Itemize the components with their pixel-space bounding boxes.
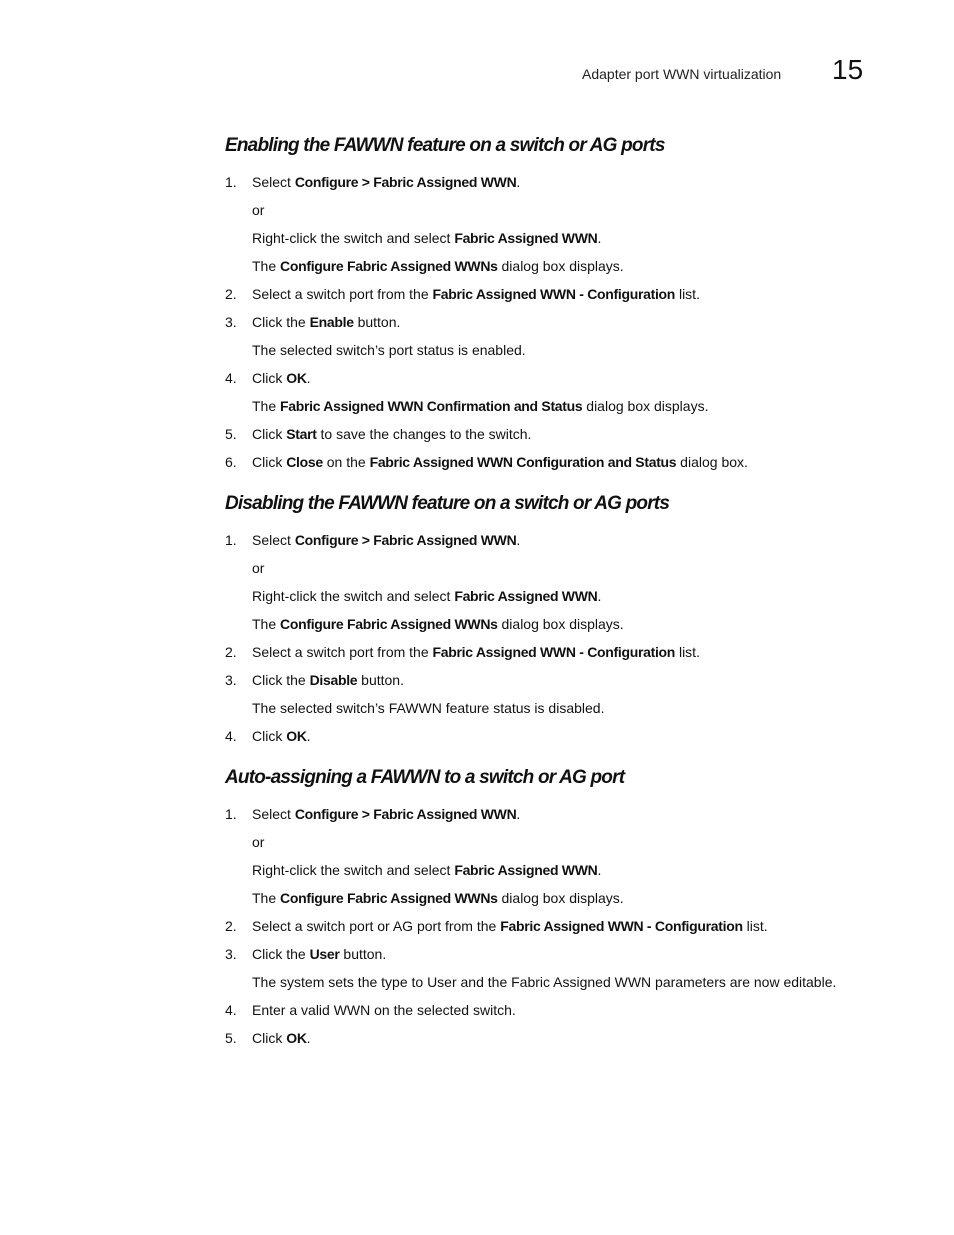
text-run: list. [742,918,768,934]
step-number: 5. [225,426,237,442]
ui-element-name: Fabric Assigned WWN [454,588,598,604]
text-run: . [306,370,311,386]
procedure-step [225,666,915,722]
step-text-line [252,582,915,610]
text-run: Select a switch port or AG port from the [252,918,501,934]
ui-element-name: Configure > Fabric Assigned WWN [294,806,517,822]
text-run: The selected switch’s port status is enabled. [252,342,526,358]
ui-element-name: Disable [309,672,358,688]
text-run: or [252,834,265,850]
text-run: Select a switch port from the [252,286,433,302]
step-number: 2. [225,286,237,302]
text-run: dialog box displays. [497,616,624,632]
step-text-line [252,196,915,224]
step-text-line [252,800,915,828]
procedure-step [225,420,915,448]
text-run: Select a switch port from the [252,644,433,660]
text-run: The [252,258,281,274]
text-run: Right-click the switch and select [252,862,455,878]
text-run: list. [675,286,700,302]
ui-element-name: Configure > Fabric Assigned WWN [294,532,517,548]
text-run: Click [252,426,287,442]
text-run: or [252,202,265,218]
step-text-line [252,280,915,308]
ui-element-name: Fabric Assigned WWN - Configuration [432,644,676,660]
text-run: Right-click the switch and select [252,230,455,246]
step-list [225,168,915,476]
procedure-step [225,722,915,750]
section-heading: Auto-assigning a FAWWN to a switch or AG port [225,767,625,788]
text-run: to save the changes to the switch. [316,426,532,442]
step-number: 2. [225,918,237,934]
step-text-line [252,448,915,476]
text-run: on the [322,454,370,470]
text-run: button. [357,672,404,688]
section-heading: Enabling the FAWWN feature on a switch or AG ports [225,135,665,156]
text-run: . [516,806,521,822]
ui-element-name: Fabric Assigned WWN [454,230,598,246]
procedure-step [225,526,915,638]
ui-element-name: Close [286,454,323,470]
step-text-line [252,554,915,582]
text-run: The [252,890,281,906]
step-number: 4. [225,1002,237,1018]
step-number: 3. [225,946,237,962]
text-run: . [516,174,521,190]
step-number: 3. [225,672,237,688]
procedure-step [225,1024,915,1052]
procedure-step [225,638,915,666]
step-text-line [252,912,915,940]
text-run: dialog box displays. [497,890,624,906]
ui-element-name: User [309,946,340,962]
procedure-step [225,996,915,1024]
running-header-title: Adapter port WWN virtualization [582,66,782,82]
text-run: . [306,728,311,744]
ui-element-name: Fabric Assigned WWN Configuration and Status [369,454,677,470]
procedure-step [225,912,915,940]
step-text-line [252,968,915,996]
text-run: . [306,1030,311,1046]
text-run: Click [252,1030,287,1046]
step-text-line [252,666,915,694]
step-number: 4. [225,370,237,386]
text-run: . [516,532,521,548]
text-run: Click [252,728,287,744]
ui-element-name: OK [286,728,307,744]
step-number: 3. [225,314,237,330]
text-run: list. [675,644,700,660]
text-run: . [597,588,602,604]
step-text-line [252,252,915,280]
step-number: 1. [225,806,237,822]
step-text-line [252,638,915,666]
step-text-line [252,694,915,722]
step-list [225,800,915,1052]
text-run: dialog box displays. [582,398,709,414]
text-run: or [252,560,265,576]
step-text-line [252,364,915,392]
step-text-line [252,224,915,252]
text-run: Select [252,806,295,822]
procedure-step [225,168,915,280]
text-run: Right-click the switch and select [252,588,455,604]
step-text-line [252,168,915,196]
ui-element-name: Fabric Assigned WWN - Configuration [432,286,676,302]
step-text-line [252,884,915,912]
ui-element-name: Configure Fabric Assigned WWNs [280,616,498,632]
step-text-line [252,856,915,884]
procedure-step [225,448,915,476]
ui-element-name: Configure Fabric Assigned WWNs [280,890,498,906]
ui-element-name: Enable [309,314,354,330]
text-run: Enter a valid WWN on the selected switch. [252,1002,516,1018]
step-number: 1. [225,174,237,190]
section-enabling-fawwn [225,134,915,476]
step-list [225,526,915,750]
text-run: Click the [252,314,310,330]
text-run: dialog box displays. [497,258,624,274]
text-run: The [252,616,281,632]
text-run: Click the [252,672,310,688]
text-run: Click [252,370,287,386]
text-run: The [252,398,281,414]
ui-element-name: Configure > Fabric Assigned WWN [294,174,517,190]
text-run: dialog box. [676,454,748,470]
section-auto-assigning-fawwn [225,766,915,1052]
text-run: Select [252,532,295,548]
step-number: 6. [225,454,237,470]
procedure-step [225,364,915,420]
ui-element-name: Fabric Assigned WWN Confirmation and Status [280,398,583,414]
procedure-step [225,280,915,308]
chapter-number: 15 [832,54,864,85]
step-number: 1. [225,532,237,548]
ui-element-name: Start [286,426,317,442]
ui-element-name: Configure Fabric Assigned WWNs [280,258,498,274]
step-text-line [252,1024,915,1052]
text-run: The system sets the type to User and the Fabric Assigned WWN parameters are now editable. [252,974,837,990]
step-number: 2. [225,644,237,660]
step-text-line [252,722,915,750]
step-text-line [252,526,915,554]
text-run: . [597,862,602,878]
ui-element-name: Fabric Assigned WWN [454,862,598,878]
procedure-step [225,308,915,364]
ui-element-name: OK [286,370,307,386]
step-text-line [252,420,915,448]
step-number: 4. [225,728,237,744]
text-run: The selected switch’s FAWWN feature status is disabled. [252,700,605,716]
step-text-line [252,996,915,1024]
step-text-line [252,308,915,336]
step-text-line [252,940,915,968]
step-number: 5. [225,1030,237,1046]
step-text-line [252,392,915,420]
procedure-step [225,940,915,996]
section-heading: Disabling the FAWWN feature on a switch or AG ports [225,493,670,514]
section-disabling-fawwn [225,492,915,750]
text-run: button. [339,946,387,962]
text-run: Click the [252,946,310,962]
text-run: Click [252,454,287,470]
text-run: Select [252,174,295,190]
text-run: . [597,230,602,246]
ui-element-name: OK [286,1030,307,1046]
ui-element-name: Fabric Assigned WWN - Configuration [500,918,743,934]
step-text-line [252,336,915,364]
step-text-line [252,610,915,638]
text-run: button. [353,314,401,330]
procedure-step [225,800,915,912]
step-text-line [252,828,915,856]
